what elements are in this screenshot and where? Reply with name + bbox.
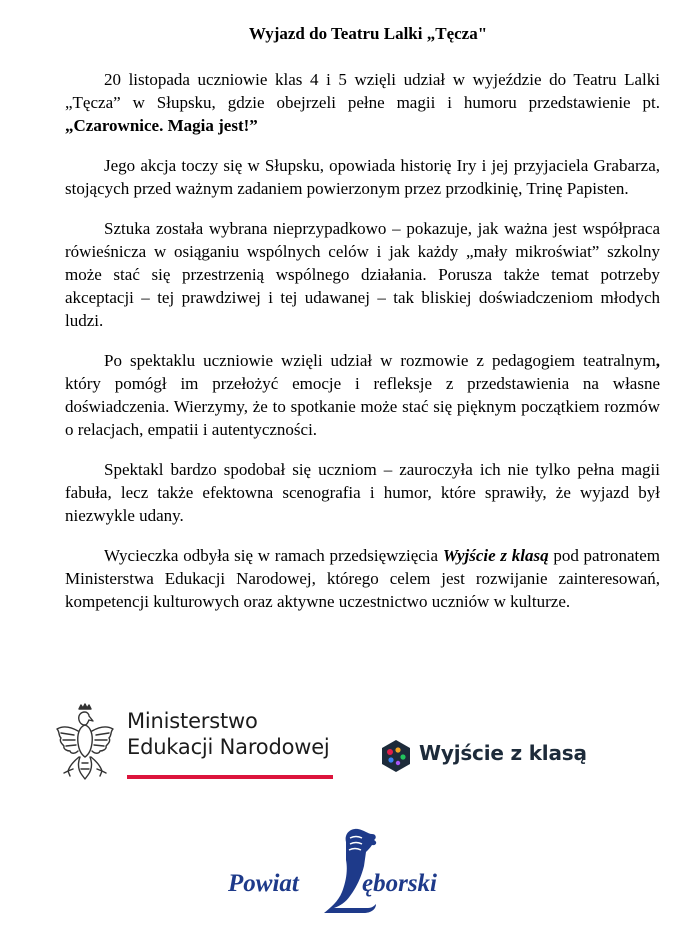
paragraph-3: Sztuka została wybrana nieprzypadkowo – pokazuje, jak ważna jest współpraca rówieśnicza w osiąganiu wspólnych celów i jak każdy „mały mikroświat” szkolny może stać się przestrzenią wspólnego działania. Porusza także temat potrzeby akceptacji – tej prawdziwej i tej udawanej – tak bliskiej doświadczeniom młodych ludzi. [65, 219, 660, 330]
paragraph-4 [65, 349, 660, 441]
page-title: Wyjazd do Teatru Lalki „Tęcza" [248, 24, 488, 43]
men-logo [52, 703, 342, 785]
powiat-text: Powiat [228, 870, 299, 897]
paragraph-6 [65, 544, 660, 613]
men-name [127, 708, 330, 760]
paragraph-2: Jego akcja toczy się w Słupsku, opowiada historię Iry i jej przyjaciela Grabarza, stojących przed ważnym zadaniem powierzonym przez przodkinię, Trinę Papisten. [65, 156, 660, 198]
leborski-text: ęborski [362, 870, 437, 897]
powiat-leborski-logo [226, 826, 476, 916]
paragraph-1 [65, 68, 660, 137]
hexagon-dots-icon [379, 739, 413, 773]
play-title: „Czarownice. Magia jest!” [65, 116, 258, 135]
men-line-1: Ministerstwo [127, 709, 258, 733]
paragraph-4-text-a: Po spektaklu uczniowie wzięli udział w rozmowie z pedagogiem teatralnym [104, 351, 656, 370]
paragraph-4-comma: , [655, 351, 660, 370]
men-red-rule [127, 775, 333, 779]
men-line-2: Edukacji Narodowej [127, 735, 330, 759]
wyjscie-z-klasa-text: Wyjście z klasą [419, 741, 587, 765]
wyjscie-z-klasa-logo [379, 739, 609, 775]
paragraph-6-text-a: Wycieczka odbyła się w ramach przedsięwzięcia [104, 546, 443, 565]
paragraph-6-text-b: pod patronatem Ministerstwa Edukacji Narodowej, którego celem jest rozwijanie zainteresowań, kompetencji kulturowych oraz aktywne uczestnictwo uczniów w kulturze. [65, 546, 661, 611]
paragraph-4-text-b: który pomógł im przełożyć emocje i refleksje z przedstawienia na własne doświadczenia. Wierzymy, że to spotkanie może stać się pięknym początkiem rozmów o relacjach, empatii i autentyczności. [65, 374, 660, 439]
paragraph-5: Spektakl bardzo spodobał się uczniom – zauroczyła ich nie tylko pełna magii fabuła, lecz także efektowna scenografia i humor, które sprawiły, że wyjazd był niezwykle udany. [65, 460, 660, 525]
paragraph-1-text: 20 listopada uczniowie klas 4 i 5 wzięli udział w wyjeździe do Teatru Lalki „Tęcza” w Słupsku, gdzie obejrzeli pełne magii i humoru przedstawienie pt. [65, 70, 660, 112]
polish-eagle-icon [52, 703, 118, 783]
document-body [65, 22, 661, 630]
program-name: Wyjście z klasą [442, 546, 549, 565]
